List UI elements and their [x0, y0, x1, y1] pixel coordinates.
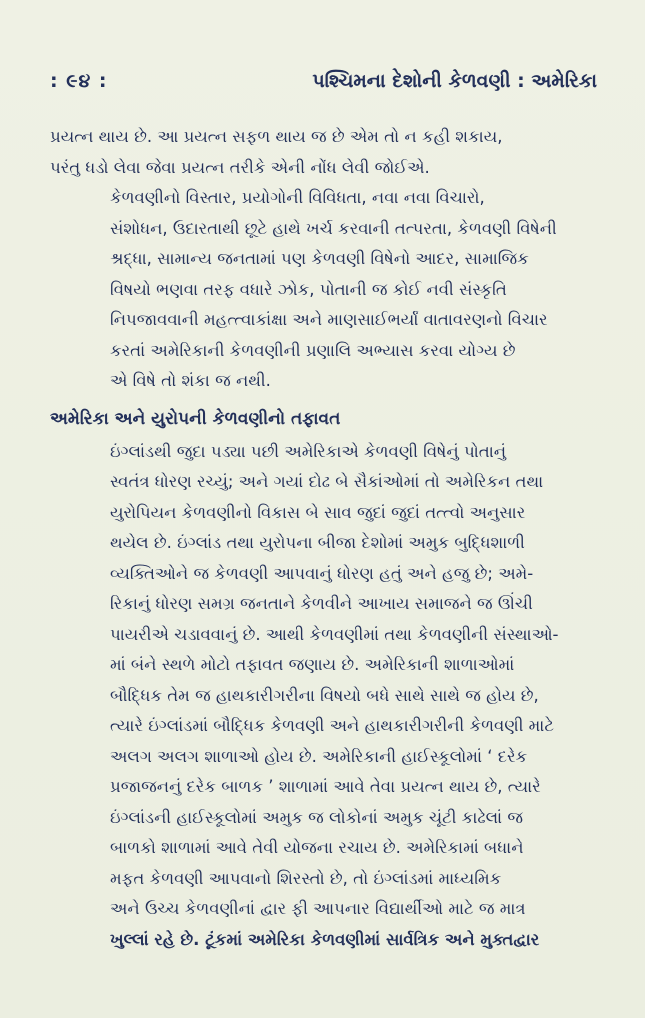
text-line: સંશોધન, ઉદારતાથી છૂટે હાથે ખર્ચ કરવાની તત્પરતા, કેળવણી વિષેની — [110, 218, 557, 238]
text-line: એ વિષે તો શંકા જ નથી. — [110, 371, 271, 390]
section-heading: અમેરિકા અને યુરોપની કેળવણીનો તફાવત — [50, 408, 341, 429]
text-line: મફત કેળવણી આપવાનો શિરસ્તો છે, તો ઇંગ્લાંડમાં માધ્યમિક — [110, 868, 502, 888]
chapter-title: પશ્ચિમના દેશોની કેળવણી : અમેરિકા — [312, 70, 597, 92]
text-line: પાયરીએ ચડાવવાનું છે. આથી કેળવણીમાં તથા કેળવણીની સંસ્થાઓ- — [110, 624, 559, 644]
text-line: વિષયો ભણવા તરફ વધારે ઝોક, પોતાની જ કોઈ નવી સંસ્કૃતિ — [110, 279, 507, 299]
text-line: ત્યારે ઇંગ્લાંડમાં બૌદ્ધિક કેળવણી અને હાથકારીગરીની કેળવણી માટે — [110, 716, 554, 735]
text-line: અને ઉચ્ચ કેળવણીનાં દ્વાર ફી આપનાર વિદ્યાર્થીઓ માટે જ માત્ર — [110, 899, 526, 918]
text-line: માં બંને સ્થળે મોટો તફાવત જણાય છે. અમેરિકાની શાળાઓમાં — [110, 655, 515, 674]
paragraph-continuation — [50, 122, 605, 183]
text-line: વ્યક્તિઓને જ કેળવણી આપવાનું ધોરણ હતું અને હજુ છે; અમે- — [110, 563, 534, 583]
paragraph-american-education-merits — [50, 183, 605, 397]
text-line: પરંતુ ધડો લેવા જેવા પ્રયત્ન તરીકે એની નોંધ લેવી જોઈએ. — [50, 157, 430, 177]
text-line: યુરોપિયન કેળવણીનો વિકાસ બે સાવ જુદાં જુદાં તત્ત્વો અનુસાર — [110, 502, 526, 522]
body-text — [50, 122, 605, 955]
text-line: થયેલ છે. ઇંગ્લાંડ તથા યુરોપના બીજા દેશોમાં અમુક બુદ્ધિશાળી — [110, 533, 525, 552]
text-line: બૌદ્ધિક તેમ જ હાથકારીગરીના વિષયો બધે સાથે સાથે જ હોય છે, — [110, 685, 539, 705]
text-line: રિકાનું ધોરણ સમગ્ર જનતાને કેળવીને આખાય સમાજને જ ઊંચી — [110, 594, 533, 613]
running-head — [50, 70, 605, 102]
paragraph-america-europe-difference — [50, 437, 605, 956]
text-line: સ્વતંત્ર ધોરણ રચ્યું; અને ગયાં દોઢ બે સૈકાંઓમાં તો અમેરિકન તથા — [110, 472, 544, 491]
text-line: ઇંગ્લાંડની હાઈસ્કૂલોમાં અમુક જ લોકોનાં અમુક ચૂંટી કાઢેલાં જ — [110, 807, 523, 827]
text-line: ખુલ્લાં રહે છે. ટૂંકમાં અમેરિકા કેળવણીમાં સાર્વત્રિક અને મુક્તદ્વાર — [110, 929, 540, 949]
text-line: અલગ અલગ શાળાઓ હોય છે. અમેરિકાની હાઈસ્કૂલોમાં ‘ દરેક — [110, 746, 528, 766]
text-line: નિપજાવવાની મહત્ત્વાકાંક્ષા અને માણસાઈભર્યાં વાતાવરણનો વિચાર — [110, 310, 548, 329]
page-number: : ૯૪ : — [50, 70, 108, 92]
text-line: ઇંગ્લાંડથી જુદા પડ્યા પછી અમેરિકાએ કેળવણી વિષેનું પોતાનું — [110, 441, 507, 461]
text-line: કરતાં અમેરિકાની કેળવણીની પ્રણાલિ અભ્યાસ કરવા યોગ્ય છે — [110, 340, 516, 360]
text-line: પ્રયત્ન થાય છે. આ પ્રયત્ન સફળ થાય જ છે એમ તો ન કહી શકાય, — [50, 127, 503, 146]
text-line: પ્રજાજનનું દરેક બાળક ’ શાળામાં આવે તેવા પ્રયત્ન થાય છે, ત્યારે — [110, 777, 541, 796]
text-line: બાળકો શાળામાં આવે તેવી યોજના રચાય છે. અમેરિકામાં બધાને — [110, 838, 524, 857]
text-line: કેળવણીનો વિસ્તાર, પ્રયોગોની વિવિધતા, નવા નવા વિચારો, — [110, 188, 485, 207]
text-line: શ્રદ્ધા, સામાન્ય જનતામાં પણ કેળવણી વિષેનો આદર, સામાજિક — [110, 249, 529, 268]
